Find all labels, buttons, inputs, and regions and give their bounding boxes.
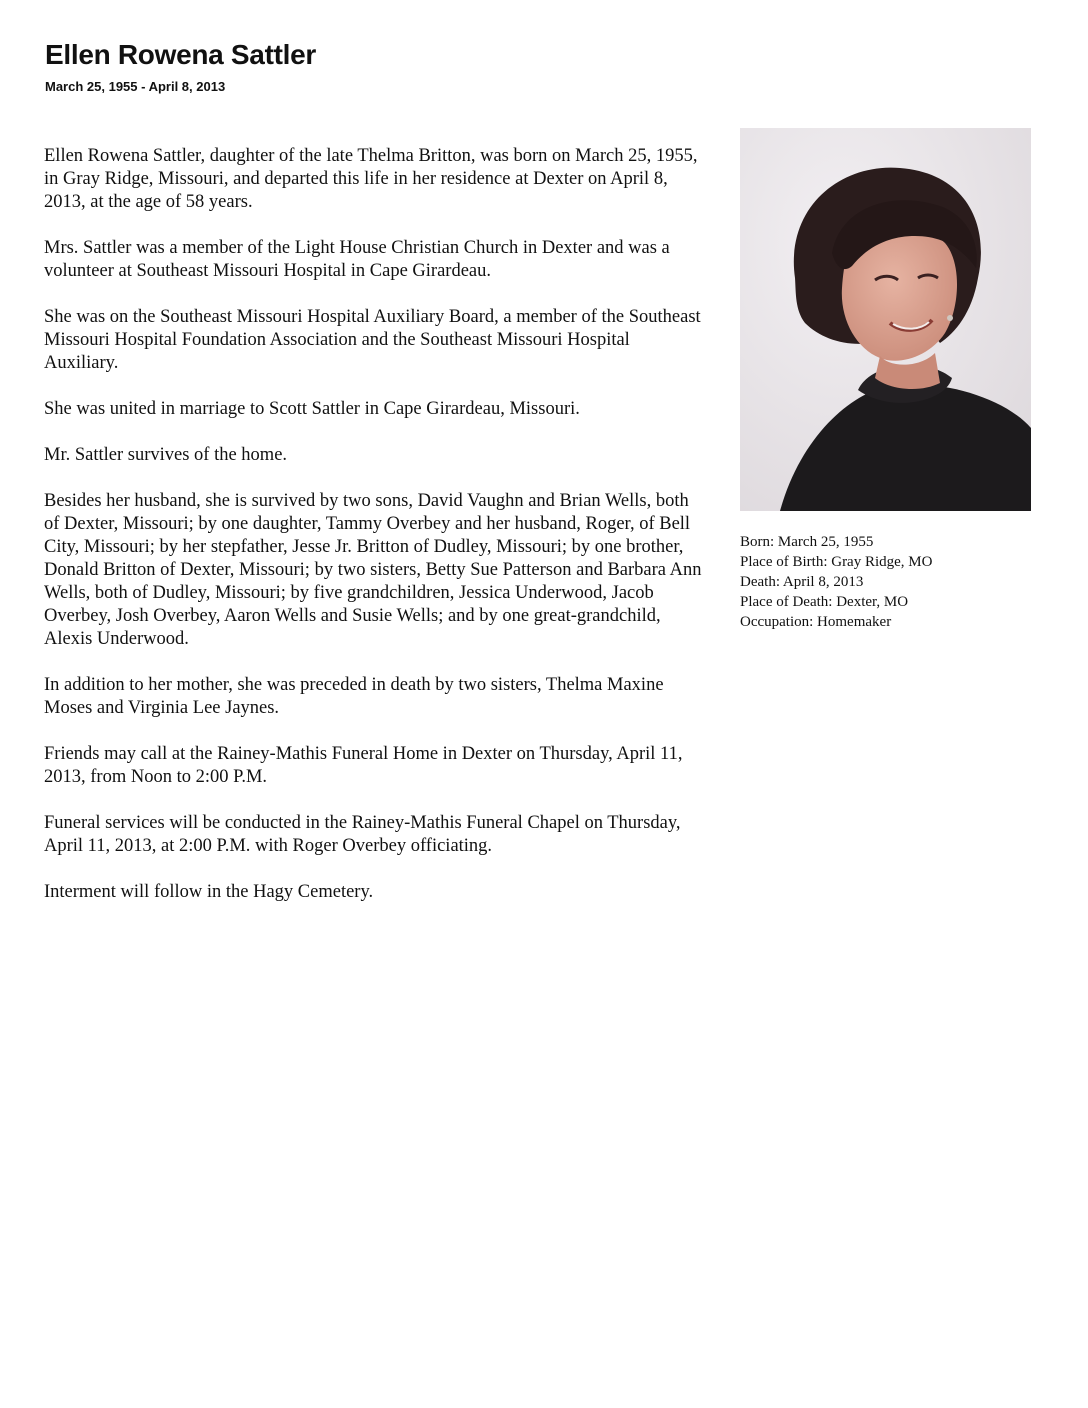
fact-born: Born: March 25, 1955 xyxy=(740,534,874,550)
fact-place-of-death: Place of Death: Dexter, MO xyxy=(740,594,909,610)
page-title: Ellen Rowena Sattler xyxy=(45,39,316,70)
portrait-photo xyxy=(740,128,1031,511)
obituary-paragraph: In addition to her mother, she was preceded in death by two sisters, Thelma Maxine Moses and Virginia Lee Jaynes. xyxy=(44,675,664,718)
life-dates: March 25, 1955 - April 8, 2013 xyxy=(45,79,226,94)
obituary-paragraph: Interment will follow in the Hagy Cemetery. xyxy=(44,882,374,902)
obituary-paragraph: Funeral services will be conducted in the Rainey-Mathis Funeral Chapel on Thursday, April 11, 2013, at 2:00 P.M. with Roger Overbey officiating. xyxy=(44,813,681,856)
fact-death: Death: April 8, 2013 xyxy=(740,574,864,590)
fact-place-of-birth: Place of Birth: Gray Ridge, MO xyxy=(740,554,933,570)
obituary-paragraph: Ellen Rowena Sattler, daughter of the late Thelma Britton, was born on March 25, 1955, in Gray Ridge, Missouri, and departed this life in her residence at Dexter on April 8, 2013, at the age of 58 years. xyxy=(44,146,698,212)
obituary-paragraph: Friends may call at the Rainey-Mathis Funeral Home in Dexter on Thursday, April 11, 2013, from Noon to 2:00 P.M. xyxy=(44,744,683,787)
fact-occupation: Occupation: Homemaker xyxy=(740,614,892,630)
obituary-paragraph: She was on the Southeast Missouri Hospital Auxiliary Board, a member of the Southeast Missouri Hospital Foundation Association and the Southeast Missouri Hospital Auxiliary. xyxy=(44,307,701,373)
obituary-body xyxy=(44,145,704,927)
vital-facts xyxy=(740,532,1070,632)
portrait-photo-icon xyxy=(740,128,1031,511)
obituary-paragraph: She was united in marriage to Scott Sattler in Cape Girardeau, Missouri. xyxy=(44,399,580,419)
obituary-paragraph: Mr. Sattler survives of the home. xyxy=(44,445,288,465)
obituary-paragraph: Besides her husband, she is survived by two sons, David Vaughn and Brian Wells, both of Dexter, Missouri; by one daughter, Tammy Overbey and her husband, Roger, of Bell City, Missouri; by her stepfather, Jesse Jr. Britton of Dudley, Missouri; by one brother, Donald Britton of Dexter, Missouri; by two sisters, Betty Sue Patterson and Barbara Ann Wells, both of Dudley, Missouri; by five grandchildren, Jessica Underwood, Jacob Overbey, Josh Overbey, Aaron Wells and Susie Wells; and by one great-grandchild, Alexis Underwood. xyxy=(44,491,702,649)
obituary-paragraph: Mrs. Sattler was a member of the Light House Christian Church in Dexter and was a volunteer at Southeast Missouri Hospital in Cape Girardeau. xyxy=(44,238,670,281)
